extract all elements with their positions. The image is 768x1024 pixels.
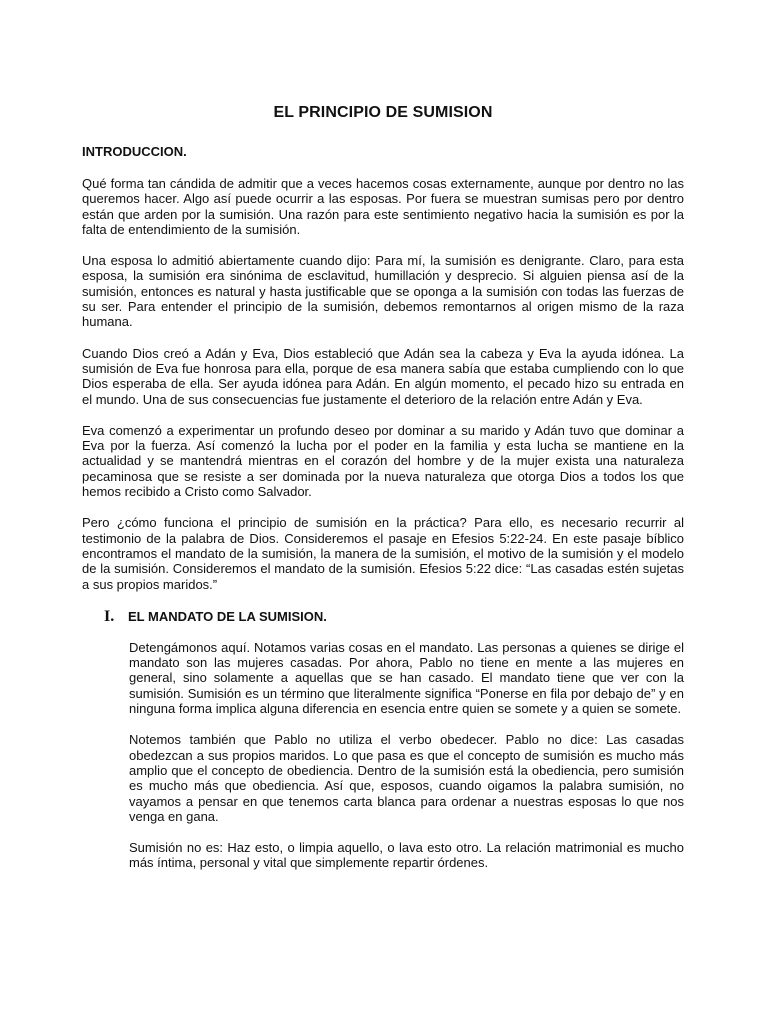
section-paragraph-2: Notemos también que Pablo no utiliza el verbo obedecer. Pablo no dice: Las casadas obedezcan a sus propios maridos. Lo que pasa es que el concepto de sumisión es mucho más amplio que el concepto de obediencia. Dentro de la sumisión está la obediencia, pero sumisión es mucho más que obediencia. Así que, esposos, cuando oigamos la palabra sumisión, no vayamos a pensar en que tenemos carta blanca para ordenar a nuestras esposas lo que nos venga en gana. [129, 732, 684, 824]
section-paragraph-1: Detengámonos aquí. Notamos varias cosas en el mandato. Las personas a quienes se dirige el mandato son las mujeres casadas. Por ahora, Pablo no tiene en mente a las mujeres en general, sino solamente a aquellas que se han casado. El mandato tiene que ver con la sumisión. Sumisión es un término que literalmente significa “Ponerse en fila por debajo de” y en ninguna forma implica alguna diferencia en esencia entre quien se somete y a quien se somete. [129, 639, 684, 717]
intro-paragraph-4: Eva comenzó a experimentar un profundo deseo por dominar a su marido y Adán tuvo que dominar a Eva por la fuerza. Así comenzó la lucha por el poder en la familia y esta lucha se mantiene en la actualidad y se mantendrá mientras en el corazón del hombre y de la mujer exista una naturaleza pecaminosa que se resiste a ser dominada por la nueva naturaleza que otorga Dios a todos los que hemos recibido a Cristo como Salvador. [82, 422, 684, 500]
intro-paragraph-1: Qué forma tan cándida de admitir que a veces hacemos cosas externamente, aunque por dentro no las queremos hacer. Algo así puede ocurrir a las esposas. Por fuera se muestran sumisas pero por dentro están que arden por la sumisión. Una razón para este sentimiento negativo hacia la sumisión es por la falta de entendimiento de la sumisión. [82, 176, 684, 237]
intro-paragraph-2: Una esposa lo admitió abiertamente cuando dijo: Para mí, la sumisión es denigrante. Claro, para esta esposa, la sumisión era sinónima de esclavitud, humillación y desprecio. Si alguien piensa así de la sumisión, entonces es natural y hasta justificable que se oponga a la sumisión con todas las fuerzas de su ser. Para entender el principio de la sumisión, debemos remontarnos al origen mismo de la raza humana. [82, 253, 684, 330]
section-paragraph-3: Sumisión no es: Haz esto, o limpia aquello, o lava esto otro. La relación matrimonial es mucho más íntima, personal y vital que simplemente repartir órdenes. [129, 840, 684, 871]
document-title: EL PRINCIPIO DE SUMISION [273, 104, 493, 121]
section-body [82, 640, 684, 871]
section-numeral: I. [104, 607, 115, 625]
intro-heading: INTRODUCCION. [82, 144, 187, 159]
intro-paragraph-3: Cuando Dios creó a Adán y Eva, Dios estableció que Adán sea la cabeza y Eva la ayuda idónea. La sumisión de Eva fue honrosa para ella, porque de esa manera sabía que estaba cumpliendo con lo que Dios esperaba de ella. Ser ayuda idónea para Adán. En algún momento, el pecado hizo su entrada en el mundo. Una de sus consecuencias fue justamente el deterioro de la relación entre Adán y Eva. [82, 345, 684, 407]
section-heading [82, 608, 684, 626]
section-title: EL MANDATO DE LA SUMISION. [128, 608, 327, 624]
intro-paragraph-5: Pero ¿cómo funciona el principio de sumisión en la práctica? Para ello, es necesario recurrir al testimonio de la palabra de Dios. Consideremos el pasaje en Efesios 5:22-24. En este pasaje bíblico encontramos el mandato de la sumisión, la manera de la sumisión, el motivo de la sumisión y el modelo de la sumisión. Consideremos el mandato de la sumisión. Efesios 5:22 dice: “Las casadas estén sujetas a sus propios maridos.” [82, 515, 684, 592]
